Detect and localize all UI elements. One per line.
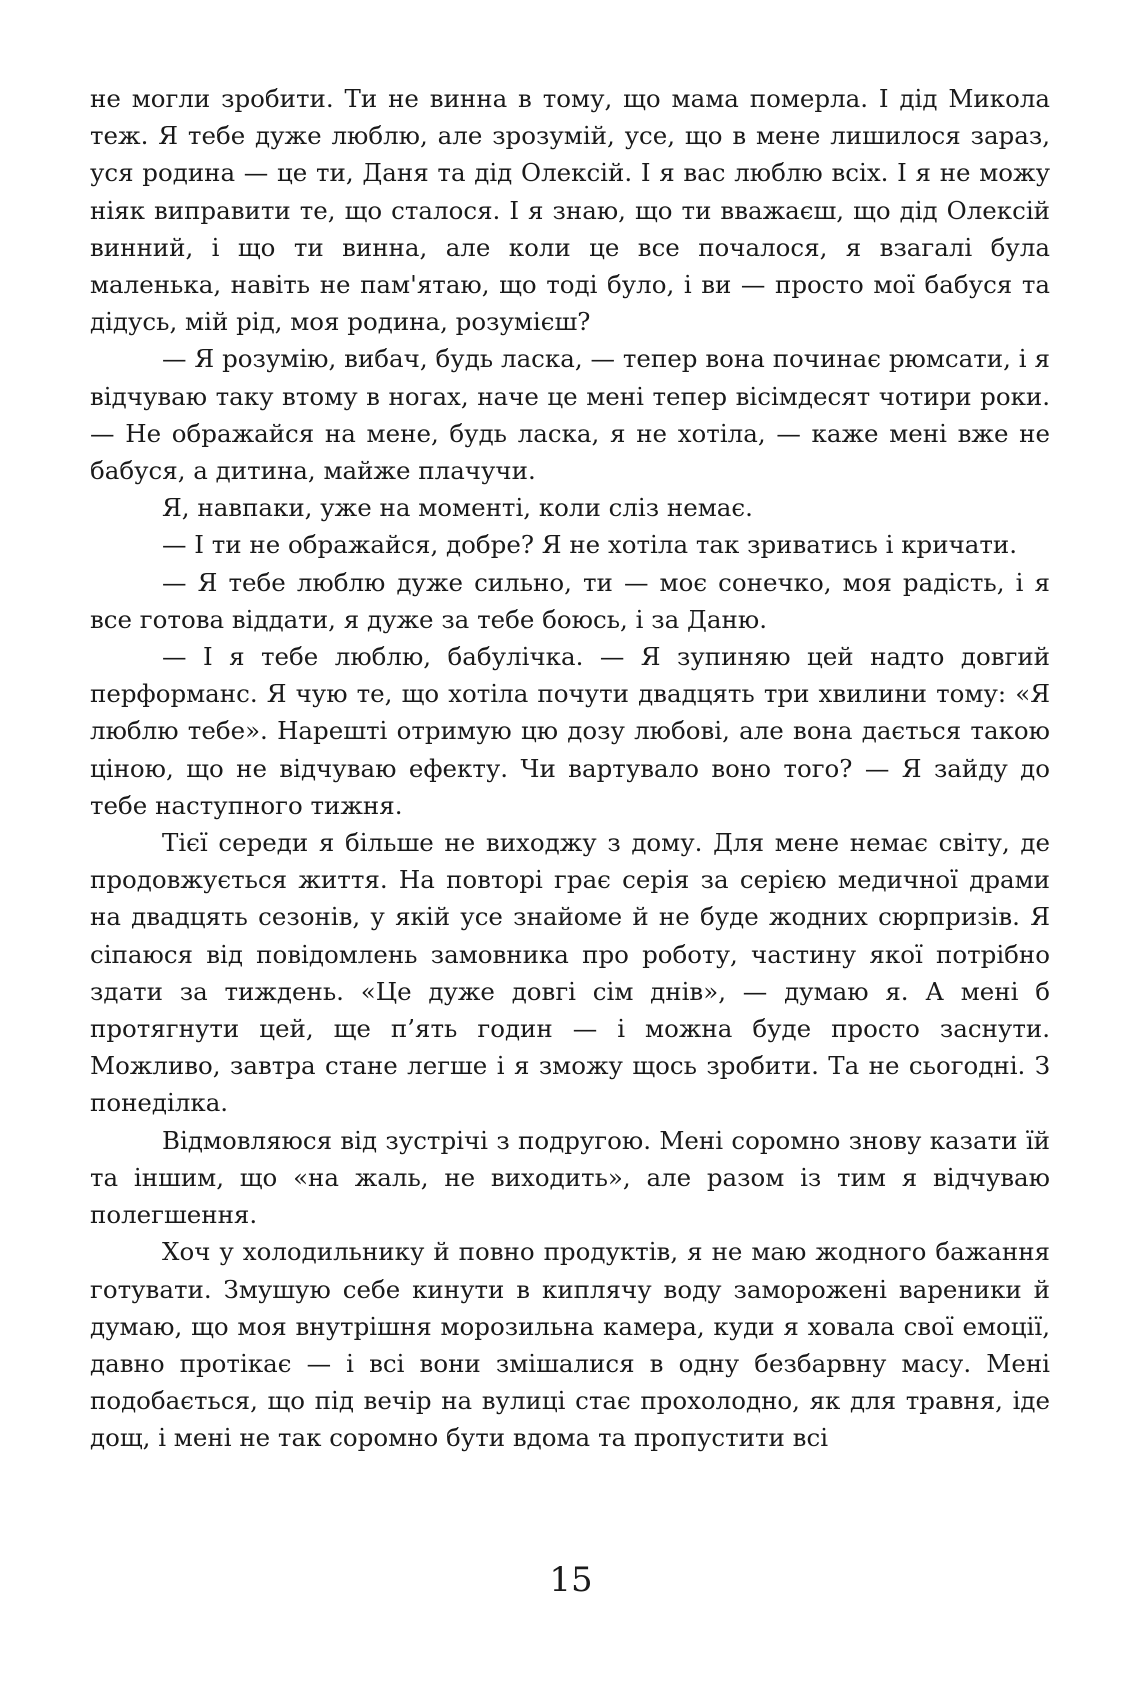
paragraph-no-tears: Я, навпаки, уже на моменті, коли сліз немає. (162, 493, 753, 523)
paragraph-dialogue-dont-be-offended: — І ти не ображайся, добре? Я не хотіла так зриватись і кричати. (162, 530, 1018, 560)
paragraph-wednesday: Тієї середи я більше не виходжу з дому. Для мене немає світу, де продовжується життя. На повторі грає серія за серією медичної драми на двадцять сезонів, у якій усе знайоме й не буде жодних сюрпризів. Я сіпаюся від повідомлень замовника про роботу, частину якої потрібно здати за тиждень. «Це дуже довгі сім днів», — думаю я. А мені б протягнути цей, ще п’ять годин — і можна буде просто заснути. Можливо, завтра стане легше і я зможу щось зробити. Та не сьогодні. З понеділка. (90, 828, 1050, 1118)
paragraph-dialogue-love-grandma: — І я тебе люблю, бабулічка. — Я зупиняю цей надто довгий перформанс. Я чую те, що хотіла почути двадцять три хвилини тому: «Я люблю тебе». Нарешті отримую цю дозу любові, але вона дається такою ціною, що не відчуваю ефекту. Чи вартувало воно того? — Я зайду до тебе наступного тижня. (90, 642, 1050, 820)
paragraph-continuation: не могли зробити. Ти не винна в тому, що мама померла. І дід Микола теж. Я тебе дуже люблю, але зрозумій, усе, що в мене лишилося зараз, уся родина — це ти, Даня та дід Олексій. І я вас люблю всіх. І я не можу ніяк виправити те, що сталося. І я знаю, що ти вважаєш, що дід Олексій винний, і що ти винна, але коли це все почалося, я взагалі була маленька, навіть не пам'ятаю, що тоді було, і ви — просто мої бабуся та дідусь, мій рід, моя родина, розумієш? (90, 84, 1050, 337)
page-number: 15 (549, 1560, 593, 1600)
paragraph-dialogue-love-strongly: — Я тебе люблю дуже сильно, ти — моє сонечко, моя радість, і я все готова віддати, я дуже за тебе боюсь, і за Даню. (90, 567, 1050, 634)
paragraph-fridge: Хоч у холодильнику й повно продуктів, я не маю жодного бажання готувати. Змушую себе кинути в киплячу воду заморожені вареники й думаю, що моя внутрішня морозильна камера, куди я ховала свої емоції, давно протікає — і всі вони змішалися в одну безбарвну масу. Мені подобається, що під вечір на вулиці стає прохолодно, як для травня, іде дощ, і мені не так соромно бути вдома та пропустити всі (90, 1237, 1050, 1453)
paragraph-declining-meeting: Відмовляюся від зустрічі з подругою. Мені соромно знову казати їй та іншим, що «на жаль, не виходить», але разом із тим я відчуваю полегшення. (90, 1125, 1050, 1230)
page-body (90, 80, 1050, 1457)
paragraph-dialogue-apology: — Я розумію, вибач, будь ласка, — тепер вона починає рюмсати, і я відчуваю таку втому в ногах, наче це мені тепер вісімдесят чотири роки. — Не ображайся на мене, будь ласка, я не хотіла, — каже мені вже не бабуся, а дитина, майже плачучи. (90, 344, 1050, 486)
